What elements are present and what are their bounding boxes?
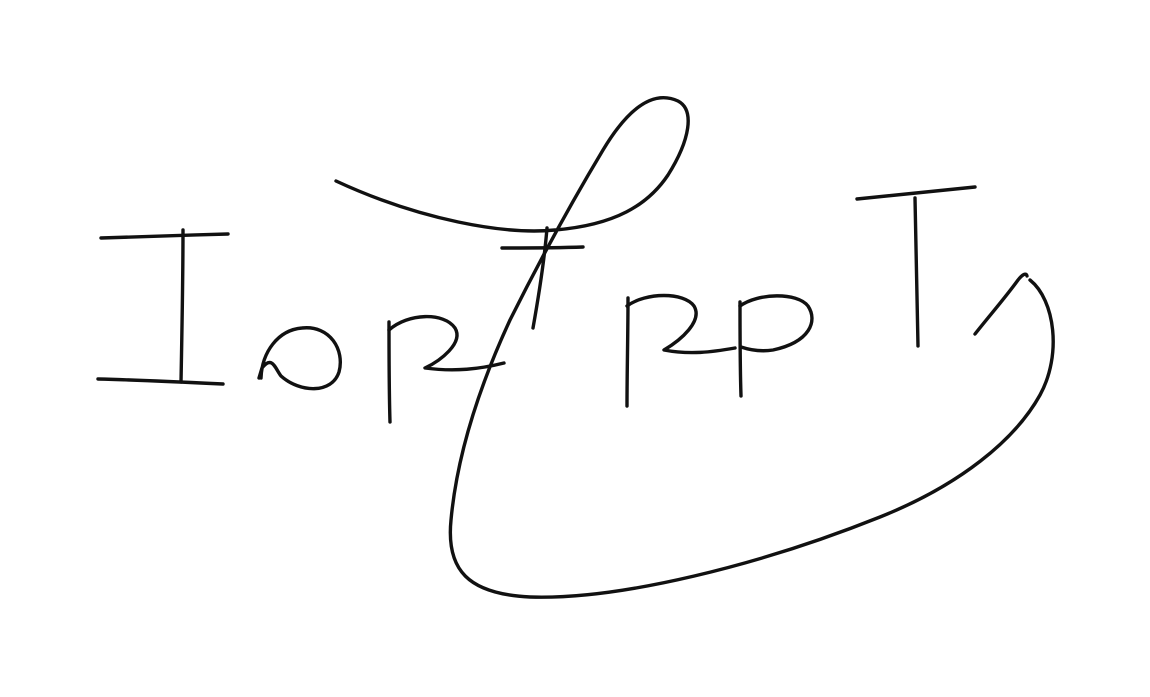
letter-y-start bbox=[975, 274, 1027, 334]
letter-p-second bbox=[627, 298, 628, 406]
letter-p-first-bowl bbox=[389, 317, 504, 370]
letter-p-third bbox=[740, 302, 741, 396]
overhead-swash bbox=[336, 98, 1053, 598]
letter-I-bottom-bar bbox=[98, 379, 223, 384]
letter-p-second-bowl bbox=[627, 296, 735, 353]
letter-T-stem bbox=[915, 198, 918, 346]
letter-L-crossbar bbox=[502, 247, 583, 248]
letter-L-stem bbox=[533, 228, 547, 328]
letter-p-first bbox=[389, 322, 390, 422]
letter-I-stem bbox=[181, 230, 183, 382]
letter-p-third-bowl bbox=[740, 296, 812, 351]
letter-I-top-bar bbox=[101, 234, 228, 238]
letter-a bbox=[259, 328, 340, 389]
